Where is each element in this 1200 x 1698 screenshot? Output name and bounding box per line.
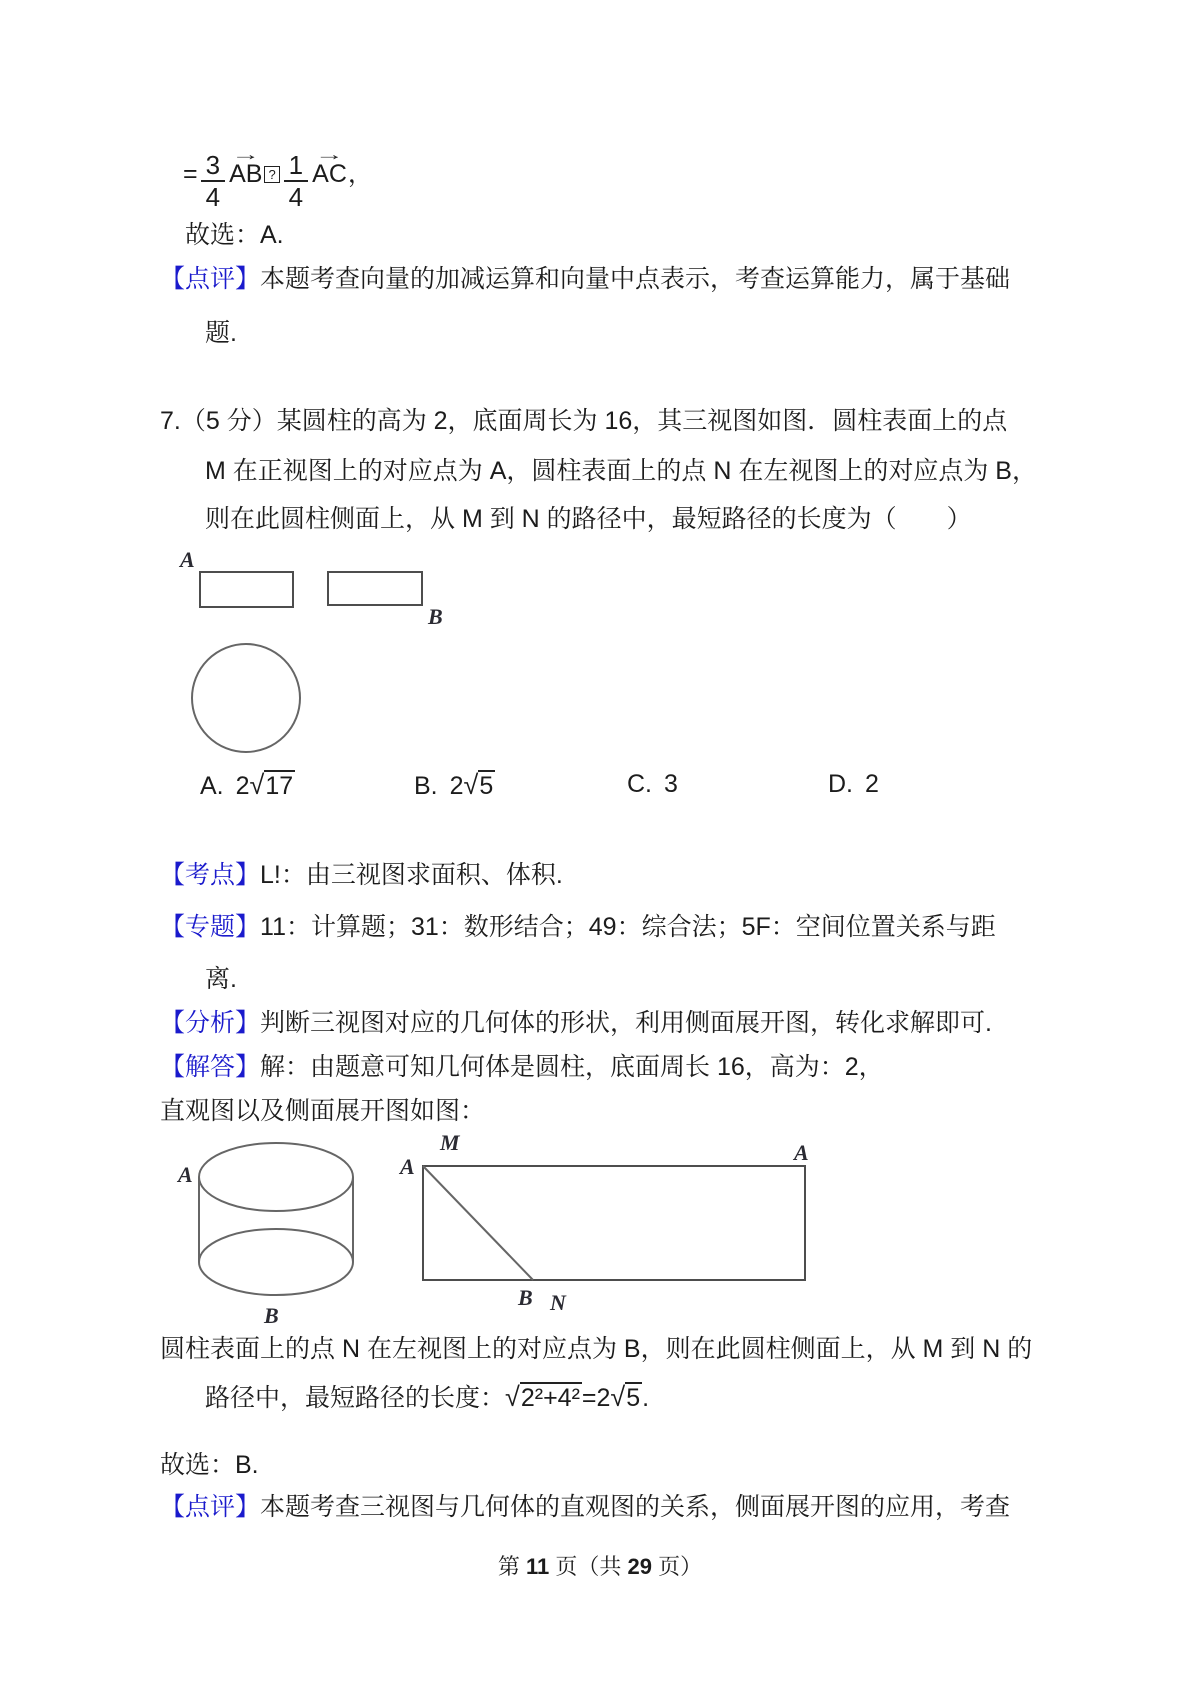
unfold-label-a-left: A: [400, 1154, 415, 1179]
fraction-denominator: 4: [205, 182, 221, 212]
option-c-key: C.: [627, 770, 652, 798]
comment-text-continued: 题.: [205, 319, 237, 347]
vector-arrow-icon: →: [315, 145, 344, 164]
cylinder-bottom-ellipse: [199, 1229, 353, 1295]
vector-formula: [183, 145, 373, 212]
option-a: [200, 770, 295, 801]
cylinder-label-b: B: [264, 1303, 279, 1328]
fraction-denominator: 4: [288, 182, 304, 212]
solution-text-line2: [205, 1380, 649, 1415]
footer-total-pages: 29: [627, 1554, 652, 1579]
zhuanti-text-continued: 离.: [205, 965, 237, 993]
missing-glyph-box: ?: [264, 166, 279, 183]
option-c: [627, 770, 678, 799]
front-view-label-a: A: [180, 547, 195, 572]
question7-line3: 则在此圆柱侧面上，从 M 到 N 的路径中，最短路径的长度为（ ）: [205, 505, 972, 533]
fenxi-line: [160, 1006, 992, 1040]
sqrt-radicand: 2²+4²: [520, 1384, 580, 1412]
page-footer: [0, 1550, 1200, 1581]
cylinder-label-a: A: [178, 1162, 193, 1187]
option-b-radicand: 5: [479, 772, 494, 800]
jieda-label: 【解答】: [160, 1053, 261, 1081]
option-b-coeff: 2: [449, 772, 464, 800]
option-d-key: D.: [828, 770, 853, 798]
fraction-numerator: 1: [284, 151, 308, 182]
comma: ，: [347, 160, 373, 188]
footer-mid: 页（共: [549, 1554, 628, 1579]
vector-ac: [312, 145, 347, 188]
shortest-path-diagonal: [423, 1166, 533, 1280]
unfold-label-m: M: [440, 1130, 460, 1155]
equals-sign: =: [183, 160, 198, 188]
option-d-value: 2: [865, 770, 879, 798]
dianping-line: [160, 1490, 1010, 1524]
fenxi-text: 判断三视图对应的几何体的形状，利用侧面展开图，转化求解即可.: [260, 1009, 992, 1037]
vector-ab: [229, 145, 263, 188]
dianping-label: 【点评】: [160, 1493, 261, 1521]
zhuanti-text: 11：计算题；31：数形结合；49：综合法；5F：空间位置关系与距: [260, 913, 996, 941]
vector-arrow-icon: →: [231, 145, 261, 164]
top-view-circle: [192, 644, 300, 752]
path-length-prefix: 路径中，最短路径的长度：: [205, 1384, 506, 1412]
vector-ab-symbol: AB: [229, 160, 263, 188]
comment-paragraph: [160, 262, 1010, 296]
three-views-figure: [160, 542, 490, 770]
zhuanti-line: [160, 910, 996, 944]
kaodian-text: L!：由三视图求面积、体积.: [260, 861, 563, 889]
footer-suffix: 页）: [651, 1554, 703, 1579]
option-d: [828, 770, 879, 799]
period: .: [642, 1384, 650, 1412]
unfold-label-b: B: [518, 1285, 533, 1310]
kaodian-label: 【考点】: [160, 861, 261, 889]
unfolded-rect: [423, 1166, 805, 1280]
question7-line2: M 在正视图上的对应点为 A，圆柱表面上的点 N 在左视图上的对应点为 B，: [205, 457, 1037, 485]
zhuanti-label: 【专题】: [160, 913, 261, 941]
comment-label: 【点评】: [160, 265, 261, 293]
option-b: [414, 770, 495, 801]
sqrt-icon: √: [505, 1382, 520, 1412]
vector-ac-symbol: AC: [312, 160, 347, 188]
side-view-label-b: B: [428, 604, 443, 629]
cylinder-unfold-figure: [160, 1126, 850, 1331]
dianping-text: 本题考查三视图与几何体的直观图的关系，侧面展开图的应用，考查: [260, 1493, 1011, 1521]
sqrt-radicand-five: 5: [626, 1384, 641, 1412]
side-view-rect: [328, 572, 422, 605]
option-a-radicand: 17: [265, 772, 294, 800]
answer-choice-b: 故选：B.: [160, 1451, 259, 1479]
equals-two: =2: [581, 1384, 611, 1412]
kaodian-line: [160, 858, 563, 892]
sqrt-icon: √: [463, 770, 479, 800]
answer-choice-a: 故选：A.: [185, 221, 284, 249]
option-a-coeff: 2: [235, 772, 250, 800]
solution-text-line1: 圆柱表面上的点 N 在左视图上的对应点为 B，则在此圆柱侧面上，从 M 到 N 的: [160, 1335, 1033, 1363]
front-view-rect: [200, 572, 293, 607]
sqrt-icon: √: [610, 1382, 626, 1412]
option-a-key: A.: [200, 772, 224, 800]
footer-page-number: 11: [526, 1554, 550, 1579]
footer-prefix: 第: [497, 1554, 526, 1579]
fraction-numerator: 3: [201, 151, 225, 182]
unfold-label-a-right: A: [794, 1140, 809, 1165]
fenxi-label: 【分析】: [160, 1009, 261, 1037]
option-b-key: B.: [414, 772, 438, 800]
option-c-value: 3: [664, 770, 678, 798]
question7-line1: 7.（5 分）某圆柱的高为 2，底面周长为 16，其三视图如图．圆柱表面上的点: [160, 407, 1008, 435]
figure-intro-line: 直观图以及侧面展开图如图：: [160, 1097, 486, 1125]
comment-text: 本题考查向量的加减运算和向量中点表示，考查运算能力，属于基础: [260, 265, 1011, 293]
cylinder-top-ellipse: [199, 1143, 353, 1211]
sqrt-icon: √: [249, 770, 265, 800]
jieda-text: 解：由题意可知几何体是圆柱，底面周长 16，高为：2，: [260, 1053, 884, 1081]
unfold-label-n: N: [550, 1290, 566, 1315]
jieda-line: [160, 1050, 884, 1084]
